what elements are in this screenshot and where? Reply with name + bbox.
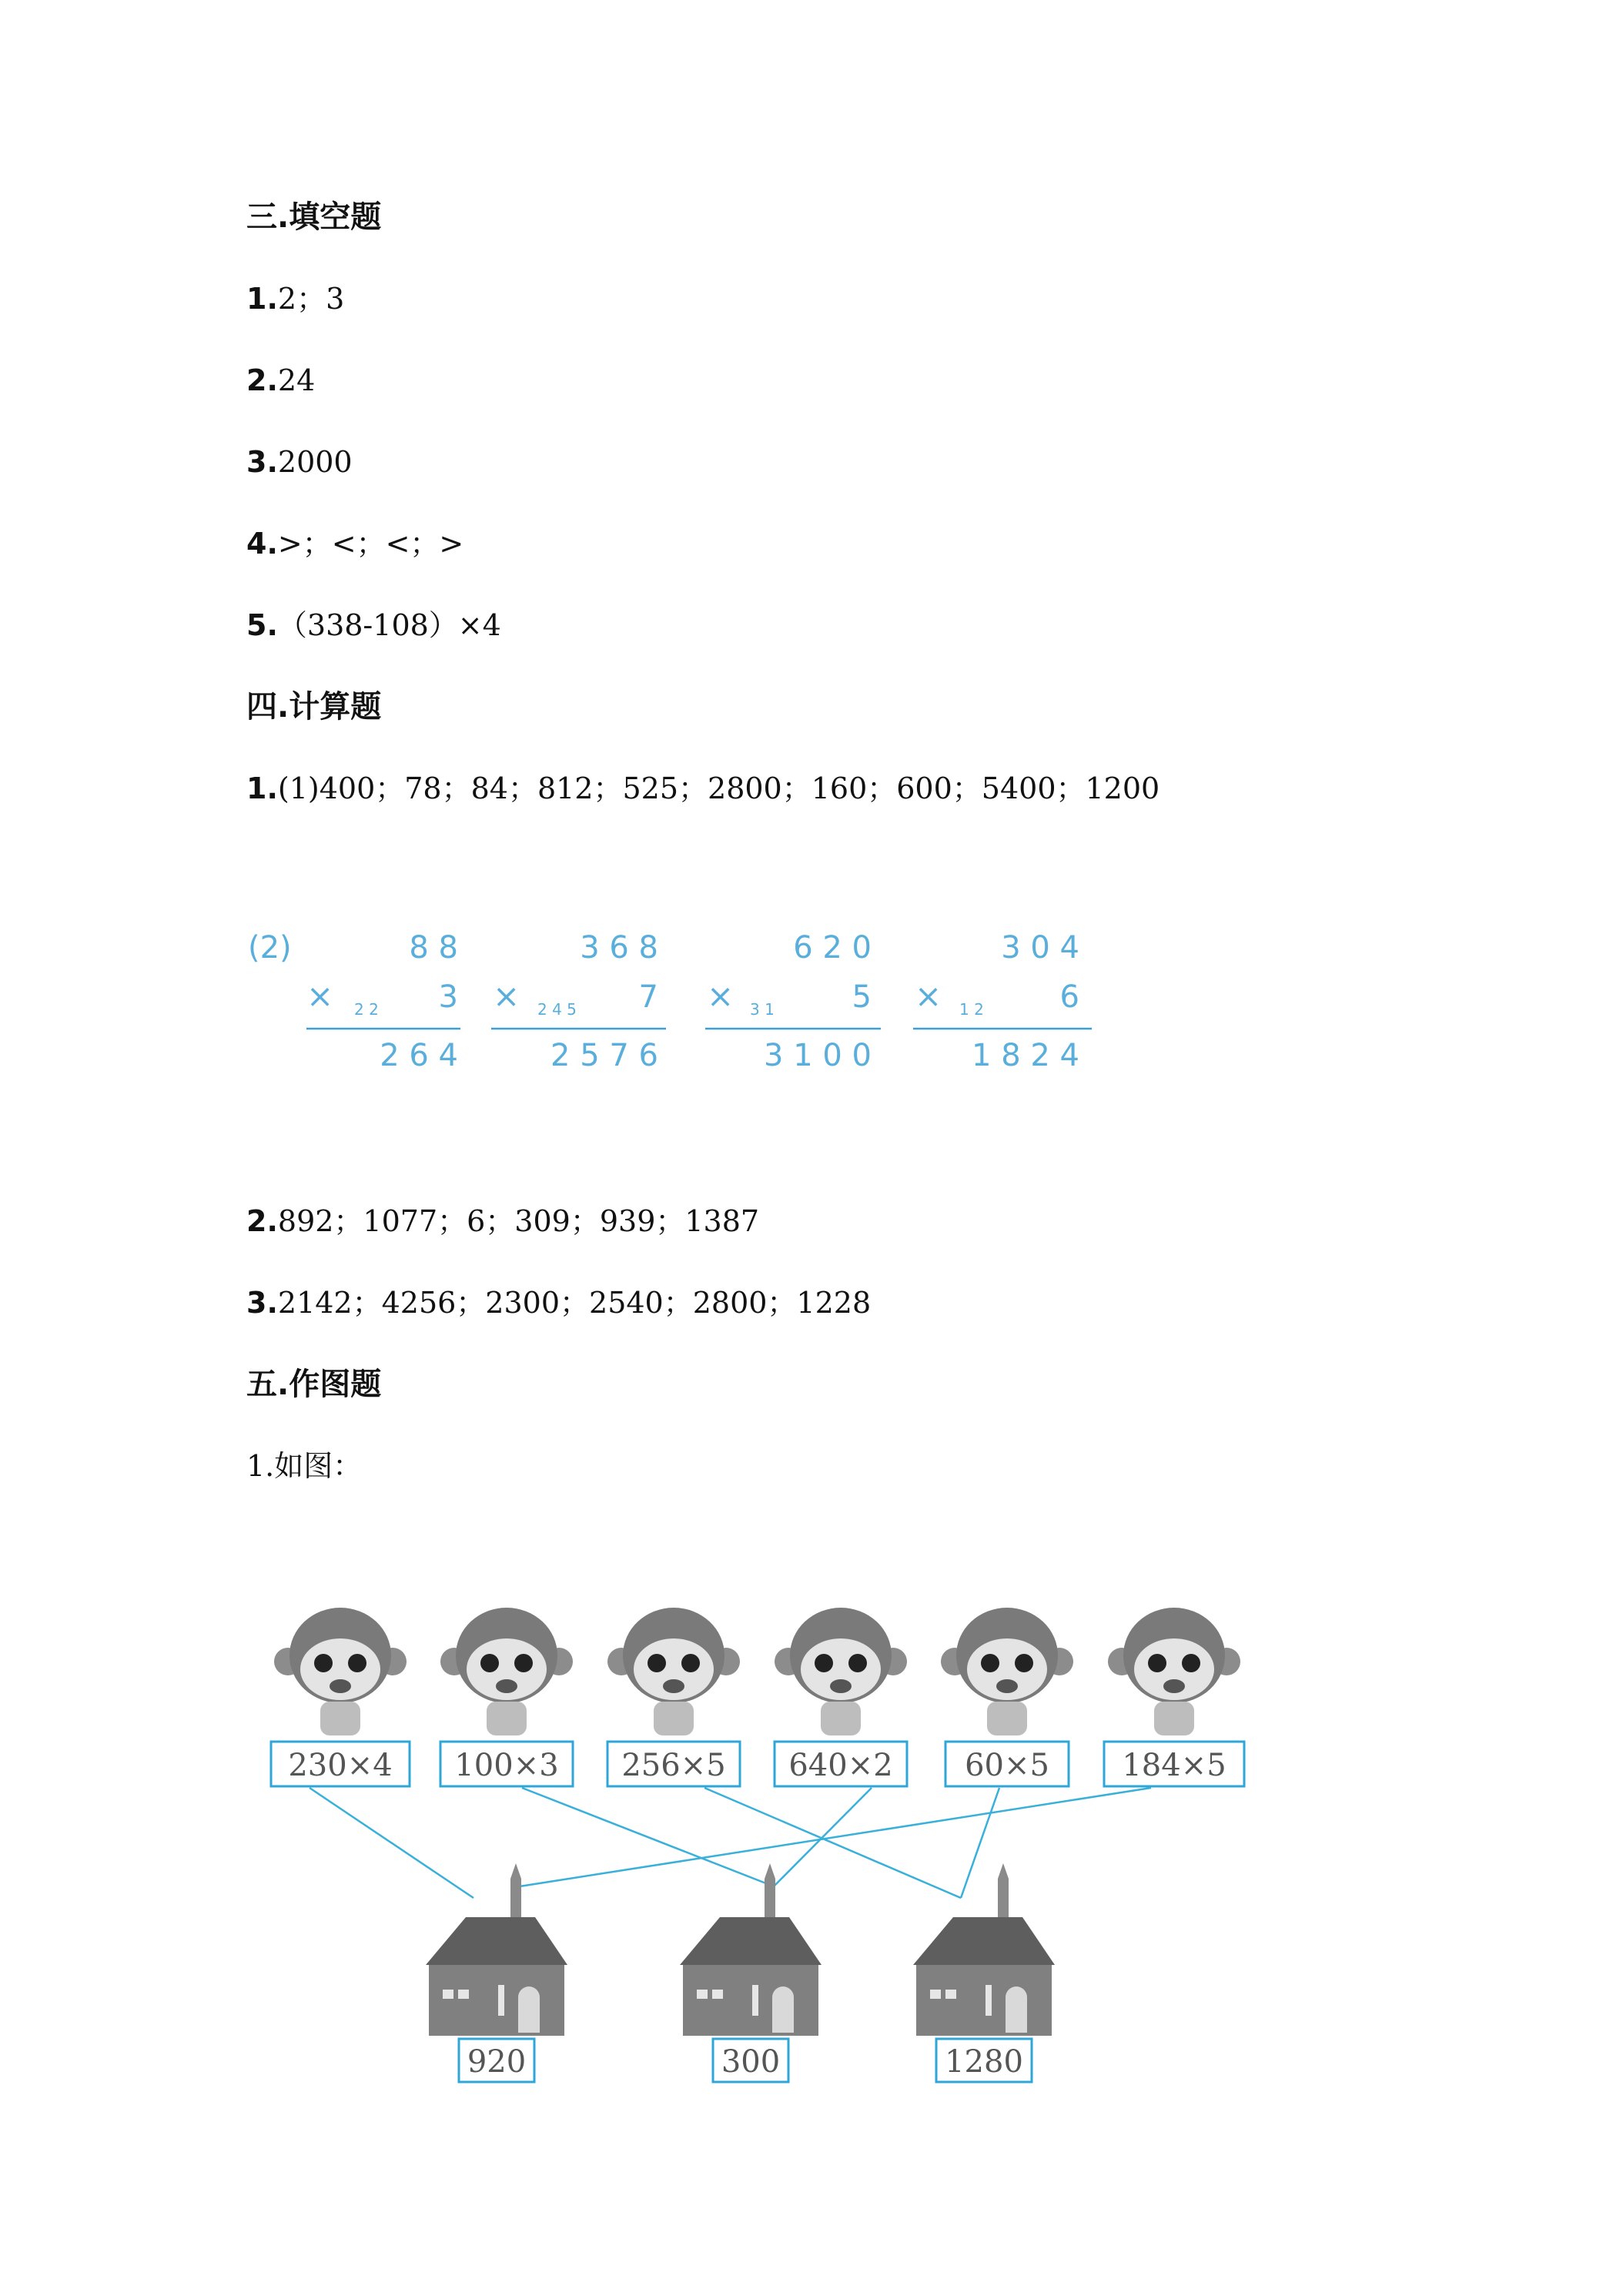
- multiplicand: 6 2 0: [793, 930, 872, 966]
- monkey-body: [821, 1702, 861, 1735]
- multiplier: 5: [852, 979, 872, 1015]
- answer-number: 1.: [246, 282, 278, 316]
- answer-number: 2.: [246, 363, 278, 397]
- answer-text: 2000: [277, 445, 353, 479]
- monkey-mouth: [496, 1679, 517, 1693]
- monkey-mouth: [330, 1679, 351, 1693]
- connector-line: [520, 1788, 1151, 1886]
- monkey-figure: [271, 1608, 410, 1786]
- monkey-row: [271, 1608, 1244, 1786]
- house-number-label: 1280: [945, 2044, 1023, 2080]
- answer-text: 如图：: [274, 1449, 363, 1483]
- monkey-figure: [1104, 1608, 1244, 1786]
- house-spire: [765, 1863, 775, 1879]
- house-figure: [426, 1863, 567, 2082]
- connector-line: [961, 1788, 999, 1898]
- product: 1 8 2 4: [972, 1038, 1079, 1073]
- connector-line: [522, 1788, 774, 1886]
- connector-line: [774, 1788, 872, 1886]
- monkey-mouth: [830, 1679, 852, 1693]
- monkey-eye: [1182, 1654, 1200, 1672]
- house-number-label: 300: [721, 2044, 781, 2080]
- house-number-label: 920: [467, 2044, 527, 2080]
- house-window: [697, 1990, 708, 1999]
- answer-text: 24: [277, 363, 316, 397]
- house-row: [426, 1863, 1055, 2082]
- monkey-body: [320, 1702, 360, 1735]
- product: 2 6 4: [380, 1038, 458, 1073]
- expression-label: 640×2: [788, 1748, 893, 1783]
- multiplicand: 3 0 4: [1001, 930, 1079, 966]
- house-roof: [426, 1917, 567, 1965]
- monkey-figure: [607, 1608, 740, 1786]
- carry-digits: 2 4 5: [537, 1000, 577, 1019]
- expression-label: 230×4: [288, 1748, 393, 1783]
- carry-digits: 1 2: [959, 1000, 984, 1019]
- house-figure: [680, 1863, 822, 2082]
- multiplier: 6: [1059, 979, 1079, 1015]
- times-sign: ×: [915, 977, 942, 1015]
- house-wall: [683, 1965, 818, 2036]
- answer-number: 3.: [246, 1286, 278, 1320]
- monkey-body: [487, 1702, 527, 1735]
- answer-text: (1)400；78；84；812；525；2800；160；600；5400；1200: [277, 771, 1160, 805]
- multiplier: 7: [638, 979, 658, 1015]
- answer-number: 1.: [246, 771, 278, 805]
- expression-label: 100×3: [454, 1748, 559, 1783]
- answer-number: 5.: [246, 608, 278, 642]
- carry-digits: 3 1: [750, 1000, 775, 1019]
- multiplicand: 8 8: [409, 930, 458, 966]
- times-sign: ×: [493, 977, 520, 1015]
- section-title-drawing: 五.作图题: [246, 1367, 382, 1402]
- expression-label: 256×5: [621, 1748, 726, 1783]
- section-title-fill-in: 三.填空题: [246, 199, 382, 235]
- monkey-eye: [314, 1654, 333, 1672]
- carry-digits: 2 2: [354, 1000, 379, 1019]
- product: 3 1 0 0: [764, 1038, 872, 1073]
- house-door: [772, 1986, 794, 2033]
- house-window: [930, 1990, 941, 1999]
- house-roof: [680, 1917, 822, 1965]
- answer-text: 892；1077；6；309；939；1387: [277, 1204, 760, 1238]
- connector-lines: [310, 1788, 1151, 1898]
- monkey-mouth: [1163, 1679, 1185, 1693]
- answer-text: （338-108）×4: [277, 608, 501, 642]
- section-title-calculation: 四.计算题: [246, 689, 382, 725]
- times-sign: ×: [707, 977, 735, 1015]
- times-sign: ×: [306, 977, 334, 1015]
- multiplicand: 3 6 8: [580, 930, 658, 966]
- house-window: [986, 1985, 992, 2016]
- monkey-eye: [480, 1654, 499, 1672]
- answer-number: 3.: [246, 445, 278, 479]
- multiplier: 3: [438, 979, 458, 1015]
- part-label: (2): [248, 930, 292, 966]
- monkey-figure: [440, 1608, 573, 1786]
- house-door: [1006, 1986, 1027, 2033]
- house-wall: [916, 1965, 1052, 2036]
- connector-line: [704, 1788, 961, 1898]
- monkey-figure: [941, 1608, 1073, 1786]
- monkey-mouth: [663, 1679, 684, 1693]
- house-window: [945, 1990, 956, 1999]
- expression-label: 184×5: [1122, 1748, 1226, 1783]
- house-window: [498, 1985, 504, 2016]
- monkey-body: [987, 1702, 1027, 1735]
- house-spire: [510, 1863, 521, 1879]
- monkey-eye: [981, 1654, 999, 1672]
- connector-line: [310, 1788, 474, 1898]
- monkey-eye: [681, 1654, 700, 1672]
- monkey-body: [1154, 1702, 1194, 1735]
- monkey-eye: [815, 1654, 833, 1672]
- monkey-eye: [1148, 1654, 1166, 1672]
- monkey-eye: [514, 1654, 533, 1672]
- answer-text: 2；3: [277, 282, 345, 316]
- monkey-eye: [648, 1654, 666, 1672]
- house-roof: [913, 1917, 1055, 1965]
- house-window: [443, 1990, 453, 1999]
- answer-number: 1.: [246, 1449, 275, 1483]
- answer-text: >；<；<；>: [277, 527, 464, 561]
- house-door: [518, 1986, 540, 2033]
- house-window: [458, 1990, 469, 1999]
- answer-text: 2142；4256；2300；2540；2800；1228: [277, 1286, 872, 1320]
- house-wall: [429, 1965, 564, 2036]
- house-window: [712, 1990, 723, 1999]
- answer-number: 2.: [246, 1204, 278, 1238]
- answer-number: 4.: [246, 527, 278, 561]
- monkey-eye: [1015, 1654, 1033, 1672]
- house-spire: [998, 1863, 1009, 1879]
- monkey-figure: [775, 1608, 907, 1786]
- monkey-eye: [848, 1654, 867, 1672]
- expression-label: 60×5: [965, 1748, 1049, 1783]
- monkey-eye: [348, 1654, 366, 1672]
- house-figure: [913, 1863, 1055, 2082]
- product: 2 5 7 6: [550, 1038, 658, 1073]
- monkey-body: [654, 1702, 694, 1735]
- monkey-mouth: [996, 1679, 1018, 1693]
- house-window: [752, 1985, 758, 2016]
